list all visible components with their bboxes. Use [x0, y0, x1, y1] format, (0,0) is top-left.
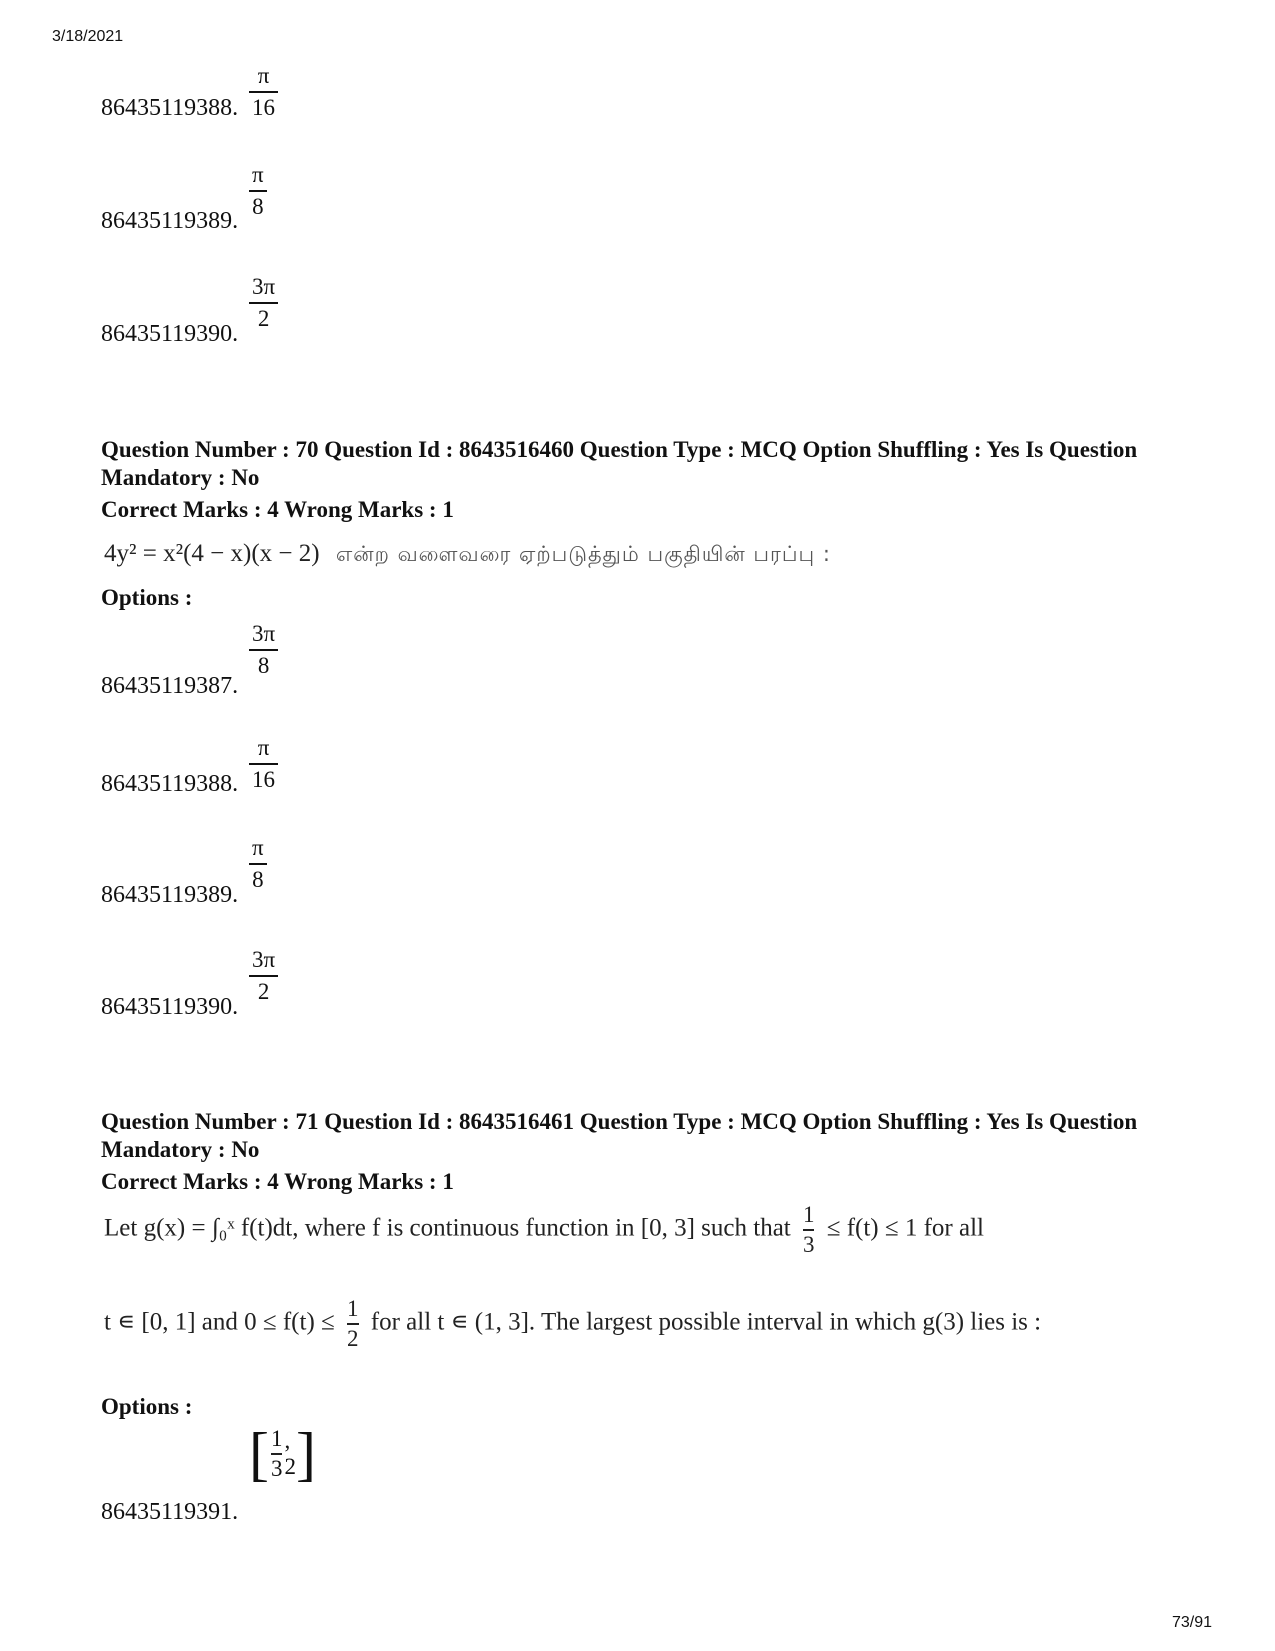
fraction-numerator: π	[252, 835, 264, 860]
fraction-denominator: 3	[802, 1231, 815, 1257]
fraction-numerator: π	[257, 63, 270, 88]
fraction-denominator: 2	[257, 978, 270, 1004]
question-equation: 4y² = x²(4 − x)(x − 2)	[104, 540, 320, 567]
fraction-numerator: 3π	[252, 274, 276, 299]
fraction-bar	[249, 302, 278, 304]
option-id: 86435119388.	[101, 771, 239, 797]
fraction-denominator: 8	[252, 866, 264, 892]
inline-fraction	[347, 1297, 359, 1351]
fraction-bar	[803, 1229, 815, 1230]
fraction-denominator: 16	[252, 766, 275, 792]
option-fraction	[249, 275, 278, 331]
option-fraction	[249, 836, 267, 892]
print-date: 3/18/2021	[52, 28, 124, 45]
fraction-denominator: 2	[257, 305, 270, 331]
fraction-bar	[249, 649, 278, 651]
fraction-bar	[249, 763, 278, 765]
question-marks: Correct Marks : 4 Wrong Marks : 1	[101, 497, 454, 522]
fraction-denominator: 8	[257, 652, 270, 678]
option-fraction	[249, 64, 278, 120]
option-interval	[249, 1421, 316, 1487]
option-fraction	[249, 622, 278, 678]
fraction-bar	[249, 975, 278, 977]
option-fraction	[249, 163, 267, 219]
fraction-bar	[249, 91, 278, 93]
fraction-numerator: 1	[270, 1426, 283, 1452]
option-id: 86435119391.	[101, 1499, 239, 1525]
fraction-numerator: 1	[802, 1202, 815, 1227]
question-marks: Correct Marks : 4 Wrong Marks : 1	[101, 1169, 454, 1194]
right-bracket-icon: ]	[295, 1421, 316, 1487]
fraction-denominator: 8	[252, 193, 264, 219]
left-bracket-icon: [	[249, 1421, 269, 1487]
options-label: Options :	[101, 585, 193, 610]
question-text-segment: ≤ f(t) ≤ 1 for all	[826, 1214, 984, 1242]
option-id: 86435119390.	[101, 321, 239, 347]
fraction-bar	[249, 863, 267, 865]
inline-fraction	[803, 1203, 815, 1257]
fraction-bar	[271, 1453, 283, 1454]
question-text-segment: t ∊ [0, 1] and 0 ≤ f(t) ≤	[104, 1308, 335, 1336]
fraction-bar	[249, 190, 267, 192]
question-text-segment: for all t ∊ (1, 3]. The largest possible interval in which g(3) lies is :	[370, 1308, 1042, 1336]
fraction-numerator: 3π	[252, 947, 276, 972]
fraction-numerator: 1	[347, 1296, 359, 1321]
option-id: 86435119389.	[101, 208, 239, 234]
question-header: Question Number : 71 Question Id : 8643516461 Question Type : MCQ Option Shuffling : Yes Is Question Mandatory : No	[101, 1109, 1138, 1162]
option-fraction	[249, 948, 278, 1004]
fraction-denominator: 16	[252, 94, 275, 120]
question-text-segment: Let g(x) = ∫₀ˣ f(t)dt, where f is continuous function in [0, 3] such that	[104, 1214, 791, 1242]
question-text-line-1	[104, 1203, 984, 1257]
fraction-numerator: π	[257, 735, 270, 760]
fraction-bar	[347, 1323, 359, 1324]
question-text	[104, 540, 831, 569]
page-number: 73/91	[1172, 1614, 1213, 1631]
option-id: 86435119388.	[101, 95, 239, 121]
fraction-denominator: 2	[347, 1325, 359, 1351]
options-label: Options :	[101, 1394, 193, 1419]
question-text-line-2	[104, 1297, 1041, 1351]
fraction-denominator: 3	[270, 1455, 283, 1481]
option-fraction	[249, 736, 278, 792]
question-text-tamil: என்ற வளைவரை ஏற்படுத்தும் பகுதியின் பரப்பு :	[335, 542, 831, 566]
question-header: Question Number : 70 Question Id : 8643516460 Question Type : MCQ Option Shuffling : Yes Is Question Mandatory : No	[101, 437, 1138, 490]
option-id: 86435119390.	[101, 994, 239, 1020]
option-id: 86435119389.	[101, 882, 239, 908]
interval-upper: , 2	[284, 1428, 296, 1479]
fraction-numerator: π	[252, 162, 264, 187]
option-id: 86435119387.	[101, 673, 239, 699]
fraction-numerator: 3π	[252, 621, 276, 646]
inline-fraction	[271, 1427, 283, 1481]
